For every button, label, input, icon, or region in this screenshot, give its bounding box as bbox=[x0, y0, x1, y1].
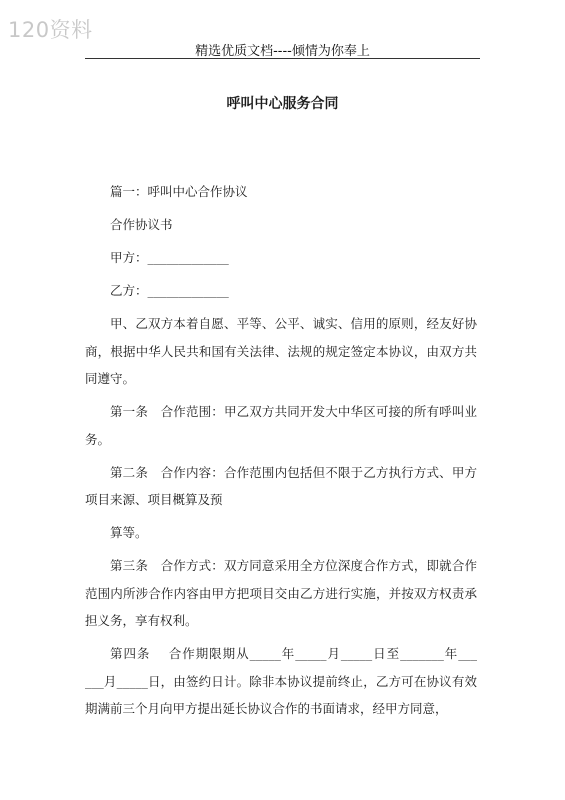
paragraph: 第三条 合作方式：双方同意采用全方位深度合作方式，即就合作范围内所涉合作内容由甲方把项目交由乙方进行实施，并按双方权责承担义务，享有权利。 bbox=[85, 558, 477, 628]
paragraph: 第四条 合作期限期从_____年_____月_____日至_______年___ ___月_____日，由签约日计。除非本协议提前终止，乙方可在协议有效期满前三个月向甲方提出延长协议合作的书面请求，经甲方同意， bbox=[85, 646, 477, 716]
document-body bbox=[85, 178, 477, 728]
paragraph: 甲方：_____________ bbox=[110, 250, 229, 265]
paragraph: 合作协议书 bbox=[110, 217, 173, 232]
page-header: 精选优质文档----倾情为你奉上 bbox=[195, 44, 370, 59]
paragraph: 第一条 合作范围：甲乙双方共同开发大中华区可接的所有呼叫业务。 bbox=[85, 404, 477, 447]
header-rule bbox=[85, 58, 480, 59]
watermark: 120资料 bbox=[8, 18, 93, 42]
paragraph: 第二条 合作内容：合作范围内包括但不限于乙方执行方式、甲方项目来源、项目概算及预 bbox=[85, 464, 477, 507]
paragraph: 算等。 bbox=[110, 525, 148, 540]
paragraph: 乙方：_____________ bbox=[110, 283, 229, 298]
document-title: 呼叫中心服务合同 bbox=[226, 96, 339, 112]
paragraph: 篇一：呼叫中心合作协议 bbox=[110, 184, 248, 199]
paragraph: 甲、乙双方本着自愿、平等、公平、诚实、信用的原则，经友好协商，根据中华人民共和国有关法律、法规的规定签定本协议，由双方共同遵守。 bbox=[85, 316, 477, 386]
